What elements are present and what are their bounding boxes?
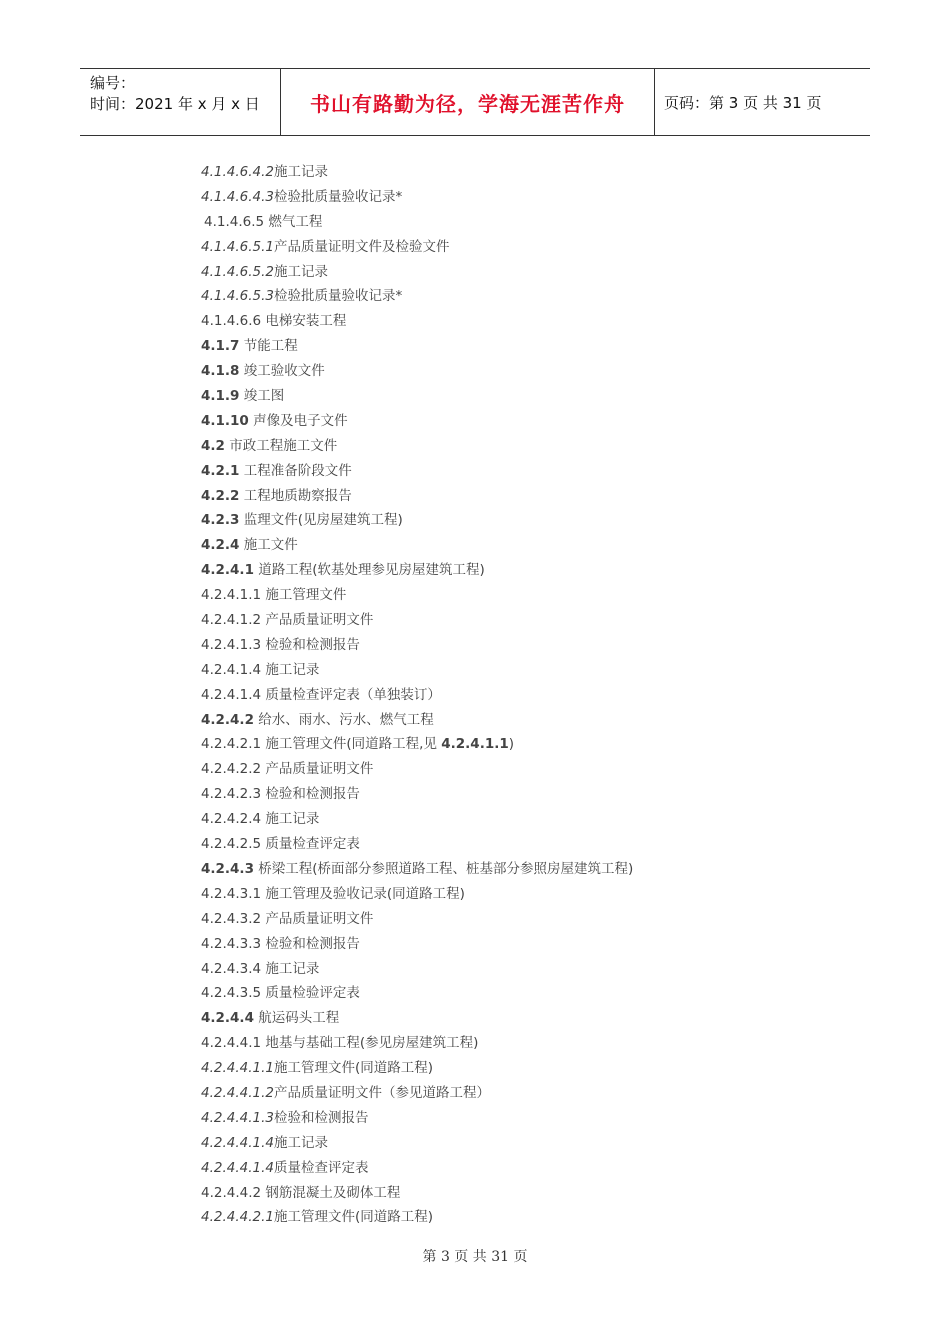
section-title: 声像及电子文件 — [248, 412, 348, 429]
section-title: 施工文件 — [239, 537, 298, 554]
section-title: 产品质量证明文件 — [261, 612, 374, 629]
section-title: 施工记录 — [274, 1134, 328, 1151]
section-title: 施工记录 — [261, 661, 320, 678]
section-number: 4.2.4.3.5 — [201, 985, 262, 1002]
section-number: 4.2.1 — [201, 462, 240, 479]
section-number: 4.2.4.1.4 — [201, 661, 262, 678]
section-title: 检验和检测报告 — [261, 935, 360, 952]
outline-item — [201, 384, 821, 409]
section-title: 检验批质量验收记录* — [274, 188, 403, 205]
outline-item — [201, 1156, 821, 1181]
section-number: 4.2.4.3.3 — [201, 935, 262, 952]
outline-item — [201, 210, 821, 235]
section-number: 4.1.4.6.4.2 — [201, 164, 274, 180]
section-number: 4.2.4.4.1.1 — [201, 1060, 274, 1077]
outline-item — [201, 558, 821, 583]
outline-item — [201, 1106, 821, 1131]
header-meta-cell — [80, 69, 281, 135]
section-number: 4.2.4.4.1 — [201, 1035, 262, 1052]
section-title: 钢筋混凝土及砌体工程 — [261, 1184, 401, 1201]
section-number: 4.2.4.1.4 — [201, 686, 262, 703]
section-title: 施工记录 — [274, 164, 328, 180]
section-title: 工程准备阶段文件 — [239, 462, 352, 479]
document-body — [201, 160, 821, 1230]
section-title: 地基与基础工程(参见房屋建筑工程) — [261, 1035, 479, 1052]
outline-item — [201, 583, 821, 608]
section-title: 道路工程(软基处理参见房屋建筑工程) — [253, 562, 485, 579]
section-title: 施工管理文件(同道路工程) — [274, 1060, 434, 1077]
section-number: 4.2.4.2.5 — [201, 836, 262, 853]
section-number: 4.1.9 — [201, 388, 240, 405]
section-title: 检验和检测报告 — [261, 636, 360, 653]
date-label: 时间：2021 年 x 月 x 日 — [90, 95, 260, 113]
section-title: 施工管理文件 — [261, 587, 347, 604]
outline-item — [201, 907, 821, 932]
section-title: 产品质量证明文件（参见道路工程） — [274, 1084, 490, 1101]
header-motto-cell — [281, 69, 655, 135]
section-title: 检验批质量验收记录* — [274, 288, 403, 305]
outline-item — [201, 235, 821, 260]
section-title: 检验和检测报告 — [261, 786, 360, 803]
outline-item — [201, 284, 821, 309]
section-reference: 4.2.4.1.1 — [441, 736, 509, 753]
outline-item — [201, 807, 821, 832]
section-title: 节能工程 — [239, 338, 298, 355]
outline-item — [201, 757, 821, 782]
section-title: 质量检查评定表 — [261, 836, 360, 853]
section-title: 产品质量证明文件 — [261, 910, 374, 927]
section-number: 4.1.10 — [201, 412, 249, 429]
outline-item — [201, 857, 821, 882]
section-number: 4.2.4.4.1.4 — [201, 1159, 274, 1176]
outline-item — [201, 1056, 821, 1081]
outline-item — [201, 683, 821, 708]
section-title: 工程地质勘察报告 — [239, 487, 352, 504]
outline-item — [201, 1131, 821, 1156]
section-number: 4.2.4.2.2 — [201, 761, 262, 778]
section-title: 市政工程施工文件 — [224, 437, 338, 454]
section-number: 4.1.4.6.4.3 — [201, 188, 274, 205]
section-title: 施工管理及验收记录(同道路工程) — [261, 885, 465, 902]
outline-item — [201, 334, 821, 359]
section-number: 4.2.4.1 — [201, 562, 254, 579]
section-title: 竣工图 — [239, 388, 285, 405]
page-footer: 第 3 页 共 31 页 — [422, 1249, 528, 1265]
outline-item — [201, 1081, 821, 1106]
section-number: 4.1.4.6.6 — [201, 313, 262, 330]
section-number: 4.2.4.3 — [201, 860, 254, 877]
section-number: 4.2.4.2.1 — [201, 736, 262, 753]
section-title: 质量检查评定表 — [274, 1159, 369, 1176]
page-info: 页码：第 3 页 共 31 页 — [664, 93, 822, 112]
outline-item — [201, 882, 821, 907]
outline-item — [201, 459, 821, 484]
page-header — [80, 68, 870, 136]
section-number: 4.2.4.4.2 — [201, 1184, 262, 1201]
section-number: 4.1.4.6.5.1 — [201, 238, 274, 255]
outline-item — [201, 508, 821, 533]
section-title: 施工记录 — [274, 263, 328, 280]
section-number: 4.2.4 — [201, 537, 240, 554]
outline-item — [201, 782, 821, 807]
section-title: 监理文件(见房屋建筑工程) — [239, 512, 403, 529]
outline-item — [201, 832, 821, 857]
outline-item — [201, 732, 821, 757]
section-number: 4.2.4.1.3 — [201, 636, 262, 653]
section-title: 航运码头工程 — [253, 1010, 340, 1027]
section-title: 给水、雨水、污水、燃气工程 — [253, 711, 434, 728]
outline-item — [201, 658, 821, 683]
outline-item — [201, 409, 821, 434]
section-number: 4.2.4.4 — [201, 1010, 254, 1027]
outline-item — [201, 981, 821, 1006]
section-number: 4.2.2 — [201, 487, 240, 504]
section-title: 施工记录 — [261, 811, 320, 828]
outline-item — [201, 260, 821, 285]
section-number: 4.2.4.1.2 — [201, 612, 262, 629]
section-number: 4.2.4.2 — [201, 711, 254, 728]
section-title-tail: ) — [508, 736, 515, 753]
section-title: 施工记录 — [261, 960, 320, 977]
section-title: 质量检查评定表（单独装订） — [261, 686, 441, 703]
section-number: 4.2.4.2.4 — [201, 811, 262, 828]
outline-item — [201, 185, 821, 210]
section-title: 桥梁工程(桥面部分参照道路工程、桩基部分参照房屋建筑工程) — [253, 860, 634, 877]
section-title: 施工管理文件(同道路工程,见 — [261, 736, 442, 753]
outline-item — [201, 1006, 821, 1031]
section-number: 4.2.4.4.1.2 — [201, 1084, 274, 1101]
section-number: 4.2.3 — [201, 512, 240, 529]
outline-item — [201, 160, 821, 185]
outline-item — [201, 359, 821, 384]
section-number: 4.2.4.2.3 — [201, 786, 262, 803]
section-number: 4.1.4.6.5 — [204, 213, 265, 230]
section-title: 检验和检测报告 — [274, 1109, 369, 1126]
section-title: 质量检验评定表 — [261, 985, 360, 1002]
section-number: 4.1.4.6.5.2 — [201, 263, 274, 280]
code-label: 编号： — [90, 74, 136, 92]
section-title: 燃气工程 — [264, 213, 323, 230]
motto-text: 书山有路勤为径，学海无涯苦作舟 — [310, 91, 625, 116]
section-number: 4.1.4.6.5.3 — [201, 288, 274, 305]
outline-item — [201, 1205, 821, 1230]
outline-item — [201, 708, 821, 733]
section-number: 4.1.7 — [201, 338, 240, 355]
section-title: 产品质量证明文件 — [261, 761, 374, 778]
header-page-cell — [655, 69, 870, 135]
outline-item — [201, 1031, 821, 1056]
section-number: 4.2.4.4.1.4 — [201, 1134, 274, 1151]
section-number: 4.2.4.1.1 — [201, 587, 262, 604]
outline-item — [201, 434, 821, 459]
outline-item — [201, 608, 821, 633]
section-number: 4.2.4.4.2.1 — [201, 1209, 274, 1226]
outline-item — [201, 932, 821, 957]
outline-item — [201, 484, 821, 509]
section-title: 电梯安装工程 — [261, 313, 347, 330]
section-number: 4.2.4.4.1.3 — [201, 1109, 274, 1126]
outline-item — [201, 533, 821, 558]
outline-item — [201, 1181, 821, 1206]
section-title: 施工管理文件(同道路工程) — [274, 1209, 434, 1226]
section-number: 4.2.4.3.2 — [201, 910, 262, 927]
section-number: 4.1.8 — [201, 363, 240, 380]
section-number: 4.2 — [201, 437, 225, 454]
section-title: 竣工验收文件 — [239, 363, 325, 380]
section-title: 产品质量证明文件及检验文件 — [274, 238, 450, 255]
section-number: 4.2.4.3.1 — [201, 885, 262, 902]
outline-item — [201, 957, 821, 982]
section-number: 4.2.4.3.4 — [201, 960, 262, 977]
outline-item — [201, 309, 821, 334]
outline-item — [201, 633, 821, 658]
